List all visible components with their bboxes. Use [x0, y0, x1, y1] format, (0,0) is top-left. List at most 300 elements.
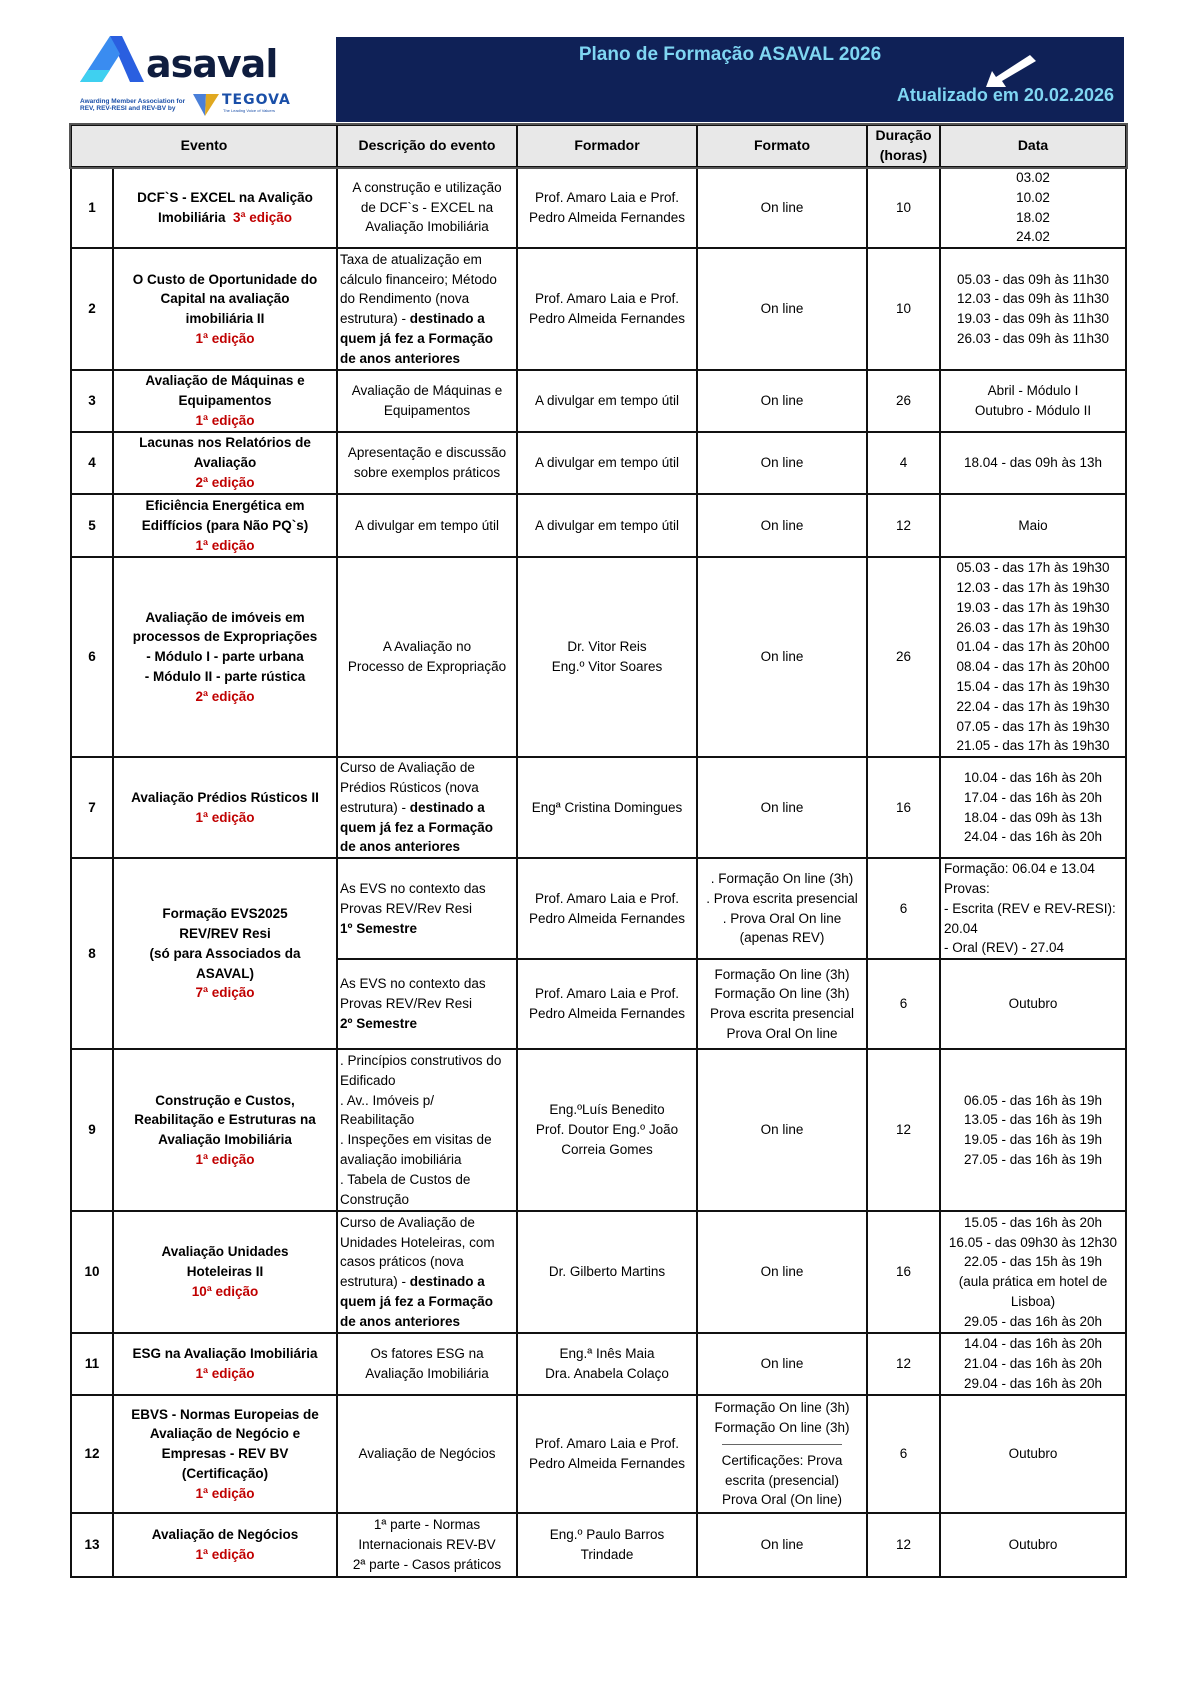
- event-number: 13: [71, 1513, 113, 1577]
- page-title: Plano de Formação ASAVAL 2026: [578, 44, 882, 65]
- event-title-line: Lacunas nos Relatórios de: [139, 435, 311, 451]
- format-line: Formação On line (3h): [714, 966, 850, 982]
- dates: [940, 1513, 1126, 1577]
- trainer: [517, 248, 697, 370]
- edition-label: 1ª edição: [195, 1485, 255, 1501]
- edition-label: 10ª edição: [191, 1284, 259, 1300]
- format: [697, 1333, 867, 1395]
- trainer: [517, 557, 697, 757]
- trainer-line: Pedro Almeida Fernandes: [528, 209, 686, 225]
- event-title-line: Avaliação: [193, 455, 257, 471]
- duration-hours: 12: [867, 1049, 940, 1211]
- trainer-line: Eng.ºLuís Benedito: [549, 1102, 665, 1118]
- description-line: . Princípios construtivos do: [340, 1052, 502, 1068]
- event-description: [337, 167, 517, 248]
- trainer: [517, 959, 697, 1049]
- event-title: [113, 432, 337, 494]
- description-highlight: de anos anteriores: [340, 1313, 461, 1329]
- event-title-line: - Módulo I - parte urbana: [146, 649, 304, 665]
- description-highlight: quem já fez a Formação: [340, 1293, 494, 1309]
- trainer-line: Prof. Amaro Laia e Prof.: [534, 291, 680, 307]
- table-row: [71, 858, 1126, 959]
- event-description: [337, 1211, 517, 1333]
- dates: [940, 959, 1126, 1049]
- description-line: Provas REV/Rev Resi: [340, 900, 473, 916]
- col-header-data: Data: [940, 125, 1126, 167]
- event-number: 12: [71, 1395, 113, 1513]
- description-line: Avaliação de Negócios: [358, 1446, 496, 1462]
- event-title: [113, 1333, 337, 1395]
- event-title-line: EBVS - Normas Europeias de: [131, 1406, 319, 1422]
- duration-hours: 26: [867, 557, 940, 757]
- dates: [940, 1049, 1126, 1211]
- duration-hours: 12: [867, 494, 940, 557]
- event-description: [337, 248, 517, 370]
- date-line: 07.05 - das 17h às 19h30: [956, 718, 1110, 734]
- date-line: 15.04 - das 17h às 19h30: [956, 678, 1110, 694]
- tegova-tagline: The Leading Voice of Valuers: [223, 108, 275, 113]
- edition-label: 1ª edição: [195, 1547, 255, 1563]
- description-line: As EVS no contexto das: [340, 976, 486, 992]
- trainer-line: A divulgar em tempo útil: [534, 517, 680, 533]
- format-line: On line: [760, 199, 804, 215]
- date-line: Lisboa): [1010, 1293, 1056, 1309]
- trainer: [517, 757, 697, 858]
- description-line: Os fatores ESG na: [370, 1346, 484, 1362]
- format-line: . Formação On line (3h): [710, 871, 854, 887]
- format: [697, 432, 867, 494]
- description-line: A construção e utilização: [352, 179, 502, 195]
- event-title-line: Empresas - REV BV: [161, 1446, 289, 1462]
- event-title: [113, 370, 337, 432]
- trainer: [517, 1513, 697, 1577]
- date-line: 24.02: [1016, 229, 1050, 245]
- trainer-line: Pedro Almeida Fernandes: [528, 311, 686, 327]
- description-line: . Inspeções em visitas de: [340, 1132, 492, 1148]
- event-description: [337, 494, 517, 557]
- table-row: [71, 494, 1126, 557]
- event-description: [337, 858, 517, 959]
- date-line: 22.04 - das 17h às 19h30: [956, 698, 1110, 714]
- format-line: Formação On line (3h): [714, 1400, 850, 1416]
- table-row: [71, 1049, 1126, 1211]
- trainer-line: Trindade: [580, 1547, 634, 1563]
- format-line: Prova Oral (On line): [721, 1492, 843, 1508]
- event-title-line: Reabilitação e Estruturas na: [134, 1112, 316, 1128]
- trainer: [517, 1211, 697, 1333]
- event-title-line: Ediffícios (para Não PQ`s): [141, 517, 309, 533]
- date-line: 18.04 - das 09h às 13h: [963, 809, 1103, 825]
- date-line: 06.05 - das 16h às 19h: [963, 1092, 1103, 1108]
- event-title-line: Avaliação de imóveis em: [145, 609, 305, 625]
- col-header-duracao-line1: Duração: [875, 127, 932, 144]
- date-line: Outubro: [1008, 996, 1058, 1012]
- edition-label: 1ª edição: [195, 1151, 255, 1167]
- col-header-descricao: Descrição do evento: [337, 125, 517, 167]
- event-title-line: - Módulo II - parte rústica: [144, 669, 306, 685]
- logo-wordmark: asaval: [146, 42, 278, 86]
- date-line: 19.03 - das 17h às 19h30: [956, 599, 1110, 615]
- description-line: As EVS no contexto das: [340, 880, 486, 896]
- trainer: [517, 167, 697, 248]
- event-title-line: Avaliação Prédios Rústicos II: [131, 789, 319, 805]
- date-line: 05.03 - das 17h às 19h30: [956, 560, 1110, 576]
- table-row: [71, 1211, 1126, 1333]
- event-number: 11: [71, 1333, 113, 1395]
- description-line: 1ª parte - Normas: [373, 1517, 481, 1533]
- semester-label: 1º Semestre: [340, 920, 417, 936]
- date-line: 21.05 - das 17h às 19h30: [956, 738, 1110, 754]
- date-line: - Oral (REV) - 27.04: [944, 940, 1065, 956]
- trainer-line: Eng.º Paulo Barros: [549, 1527, 665, 1543]
- dates: [940, 432, 1126, 494]
- duration-hours: 10: [867, 248, 940, 370]
- edition-label: 7ª edição: [195, 985, 255, 1001]
- date-line: 22.05 - das 15h às 19h: [963, 1254, 1103, 1270]
- duration-hours: 12: [867, 1513, 940, 1577]
- trainer-line: A divulgar em tempo útil: [534, 455, 680, 471]
- format-line: Formação On line (3h): [714, 1419, 850, 1435]
- event-title-line: O Custo de Oportunidade do: [132, 271, 318, 287]
- event-title-text: DCF`S - EXCEL na Avalição Imobiliária: [137, 189, 313, 225]
- date-line: 24.04 - das 16h às 20h: [963, 829, 1103, 845]
- dates: [940, 1211, 1126, 1333]
- description-line: Unidades Hoteleiras, com: [340, 1234, 495, 1250]
- table-row: [71, 1333, 1126, 1395]
- training-plan-table: [70, 124, 1127, 1578]
- event-title: [113, 858, 337, 1049]
- date-line: 14.04 - das 16h às 20h: [963, 1336, 1103, 1352]
- date-line: 05.03 - das 09h às 11h30: [956, 271, 1110, 287]
- edition-label: 1ª edição: [195, 330, 255, 346]
- event-number: 10: [71, 1211, 113, 1333]
- description-line: Processo de Expropriação: [347, 659, 507, 675]
- table-row: [71, 370, 1126, 432]
- format: [697, 1395, 867, 1513]
- date-line: 12.03 - das 17h às 19h30: [956, 579, 1110, 595]
- event-title-line: Hoteleiras II: [186, 1264, 264, 1280]
- description-line: Provas REV/Rev Resi: [340, 996, 473, 1012]
- description-line: Avaliação de Máquinas e: [351, 383, 503, 399]
- trainer-line: Pedro Almeida Fernandes: [528, 910, 686, 926]
- date-line: Formação: 06.04 e 13.04: [944, 861, 1095, 877]
- edition-label: 2ª edição: [195, 688, 255, 704]
- duration-hours: 6: [867, 858, 940, 959]
- event-description: [337, 959, 517, 1049]
- edition-label: 1ª edição: [195, 537, 255, 553]
- event-description: [337, 432, 517, 494]
- event-number: 3: [71, 370, 113, 432]
- description-line: Curso de Avaliação de: [340, 1214, 475, 1230]
- event-title-line: REV/REV Resi: [179, 925, 271, 941]
- description-line: Taxa de atualização em: [340, 251, 482, 267]
- table-row: [71, 1395, 1126, 1513]
- format-line: On line: [760, 1356, 804, 1372]
- date-line: 26.03 - das 17h às 19h30: [956, 619, 1110, 635]
- event-title-line: Capital na avaliação: [160, 291, 290, 307]
- duration-hours: 6: [867, 1395, 940, 1513]
- date-line: 10.02: [1016, 189, 1050, 205]
- description-line: Internacionais REV-BV: [358, 1537, 496, 1553]
- description-line: sobre exemplos práticos: [353, 465, 501, 481]
- trainer: [517, 1049, 697, 1211]
- date-line: Outubro: [1008, 1537, 1058, 1553]
- duration-hours: 12: [867, 1333, 940, 1395]
- duration-hours: 16: [867, 757, 940, 858]
- trainer: [517, 1395, 697, 1513]
- duration-hours: 26: [867, 370, 940, 432]
- date-line: 16.05 - das 09h30 às 12h30: [948, 1234, 1118, 1250]
- duration-hours: 16: [867, 1211, 940, 1333]
- event-title-line: (só para Associados da: [149, 945, 301, 961]
- event-description: [337, 757, 517, 858]
- trainer: [517, 432, 697, 494]
- format-line: Prova Oral On line: [726, 1025, 838, 1041]
- dates: [940, 557, 1126, 757]
- event-title-line: processos de Expropriações: [132, 629, 318, 645]
- event-title-line: imobiliária II: [185, 311, 265, 327]
- event-title: [113, 1211, 337, 1333]
- col-header-duracao-line2: (horas): [879, 147, 928, 163]
- trainer-line: Prof. Amaro Laia e Prof.: [534, 890, 680, 906]
- format-line: On line: [760, 799, 804, 815]
- event-title-line: Avaliação Unidades: [161, 1244, 289, 1260]
- description-line: estrutura) -: [340, 311, 410, 327]
- trainer: [517, 1333, 697, 1395]
- edition-label: 1ª edição: [195, 1366, 255, 1382]
- trainer-line: Eng.ª Inês Maia: [559, 1346, 655, 1362]
- semester-label: 2º Semestre: [340, 1016, 417, 1032]
- dates: [940, 248, 1126, 370]
- event-description: [337, 1333, 517, 1395]
- format-line: On line: [760, 1264, 804, 1280]
- separator-line: [722, 1444, 842, 1445]
- date-line: 18.02: [1016, 209, 1050, 225]
- event-description: [337, 1513, 517, 1577]
- format-line: escrita (presencial): [724, 1472, 840, 1488]
- trainer-line: Pedro Almeida Fernandes: [528, 1456, 686, 1472]
- description-line: casos práticos (nova: [340, 1254, 464, 1270]
- trainer-line: Eng.º Vitor Soares: [551, 659, 663, 675]
- description-line: estrutura) -: [340, 799, 410, 815]
- event-title-line: Eficiência Energética em: [145, 497, 305, 513]
- tegova-wordmark: TEGOVA: [222, 92, 291, 108]
- date-line: - Escrita (REV e REV-RESI):: [944, 900, 1116, 916]
- dates: [940, 494, 1126, 557]
- format: [697, 494, 867, 557]
- format-line: On line: [760, 517, 804, 533]
- date-line: 15.05 - das 16h às 20h: [963, 1214, 1103, 1230]
- trainer-line: Prof. Amaro Laia e Prof.: [534, 986, 680, 1002]
- col-header-duracao: [867, 125, 940, 167]
- trainer: [517, 858, 697, 959]
- event-number: 8: [71, 858, 113, 1049]
- format: [697, 1513, 867, 1577]
- description-line: avaliação imobiliária: [340, 1151, 462, 1167]
- description-highlight: destinado a: [409, 311, 485, 327]
- date-line: 19.05 - das 16h às 19h: [963, 1132, 1103, 1148]
- event-description: [337, 370, 517, 432]
- edition-label: 2ª edição: [195, 475, 255, 491]
- table-row: [71, 757, 1126, 858]
- format-line: On line: [760, 393, 804, 409]
- event-number: 5: [71, 494, 113, 557]
- dates: [940, 370, 1126, 432]
- format-line: On line: [760, 649, 804, 665]
- format: [697, 959, 867, 1049]
- event-number: 9: [71, 1049, 113, 1211]
- trainer: [517, 494, 697, 557]
- format: [697, 1049, 867, 1211]
- trainer-line: Correia Gomes: [561, 1142, 653, 1158]
- description-line: Reabilitação: [340, 1112, 415, 1128]
- format-line: Prova escrita presencial: [709, 1006, 855, 1022]
- event-title-line: Avaliação Imobiliária: [158, 1132, 292, 1148]
- event-title-line: (Certificação): [181, 1466, 269, 1482]
- trainer-line: Pedro Almeida Fernandes: [528, 1006, 686, 1022]
- description-line: 2ª parte - Casos práticos: [352, 1557, 502, 1573]
- logo-subtitle: Awarding Member Association for REV, REV-RESI and REV-BV by: [80, 98, 186, 112]
- dates: [940, 858, 1126, 959]
- event-title: [113, 494, 337, 557]
- col-header-formato: Formato: [697, 125, 867, 167]
- format-line: . Prova escrita presencial: [706, 890, 858, 906]
- format-line: . Prova Oral On line: [722, 910, 842, 926]
- event-title: [113, 1395, 337, 1513]
- table-header-row: [71, 125, 1126, 167]
- event-description: [337, 557, 517, 757]
- trainer-line: Dr. Gilberto Martins: [548, 1264, 666, 1280]
- event-title-line: ASAVAL): [196, 965, 254, 981]
- event-description: [337, 1395, 517, 1513]
- event-title: [113, 1513, 337, 1577]
- table-row: [71, 167, 1126, 248]
- date-line: 26.03 - das 09h às 11h30: [956, 330, 1110, 346]
- format-line: Formação On line (3h): [714, 986, 850, 1002]
- date-line: 17.04 - das 16h às 20h: [963, 789, 1103, 805]
- description-line: do Rendimento (nova: [340, 291, 470, 307]
- format: [697, 557, 867, 757]
- col-header-formador: Formador: [517, 125, 697, 167]
- date-line: 18.04 - das 09h às 13h: [963, 455, 1103, 471]
- trainer-line: Prof. Amaro Laia e Prof.: [534, 1436, 680, 1452]
- description-highlight: destinado a: [409, 799, 485, 815]
- date-line: 27.05 - das 16h às 19h: [963, 1151, 1103, 1167]
- date-line: 01.04 - das 17h às 20h00: [956, 639, 1110, 655]
- description-line: Equipamentos: [383, 403, 471, 419]
- event-title-line: Avaliação de Negócios: [151, 1527, 299, 1543]
- description-highlight: de anos anteriores: [340, 839, 461, 855]
- description-line: cálculo financeiro; Método: [340, 271, 497, 287]
- description-line: . Av.. Imóveis p/: [340, 1092, 435, 1108]
- event-description: [337, 1049, 517, 1211]
- trainer-line: Prof. Doutor Eng.º João: [535, 1122, 679, 1138]
- edition-label: 1ª edição: [195, 809, 255, 825]
- format-line: On line: [760, 1122, 804, 1138]
- tegova-logo-icon: [193, 94, 219, 116]
- event-number: 2: [71, 248, 113, 370]
- description-line: de DCF`s - EXCEL na: [360, 199, 494, 215]
- trainer-line: A divulgar em tempo útil: [534, 393, 680, 409]
- table-row: [71, 1513, 1126, 1577]
- event-title-line: Formação EVS2025: [162, 906, 288, 922]
- event-title: [113, 557, 337, 757]
- updated-date: Atualizado em 20.02.2026: [896, 85, 1114, 105]
- trainer: [517, 370, 697, 432]
- date-line: 29.04 - das 16h às 20h: [963, 1376, 1103, 1392]
- event-title: [113, 248, 337, 370]
- description-line: A Avaliação no: [382, 639, 472, 655]
- duration-hours: 4: [867, 432, 940, 494]
- date-line: Provas:: [944, 880, 990, 896]
- description-highlight: quem já fez a Formação: [340, 819, 494, 835]
- event-number: 6: [71, 557, 113, 757]
- dates: [940, 167, 1126, 248]
- description-line: estrutura) -: [340, 1274, 410, 1290]
- date-line: Maio: [1018, 517, 1048, 533]
- event-title-line: Construção e Custos,: [155, 1092, 295, 1108]
- description-line: Apresentação e discussão: [347, 445, 507, 461]
- arrow-down-left-icon: [986, 55, 1036, 89]
- event-number: 4: [71, 432, 113, 494]
- description-line: Avaliação Imobiliária: [365, 1366, 489, 1382]
- format: [697, 858, 867, 959]
- date-line: 21.04 - das 16h às 20h: [963, 1356, 1103, 1372]
- format: [697, 370, 867, 432]
- trainer-line: Dr. Vitor Reis: [567, 639, 647, 655]
- table-row: [71, 557, 1126, 757]
- format: [697, 757, 867, 858]
- date-line: (aula prática em hotel de: [958, 1274, 1108, 1290]
- format: [697, 248, 867, 370]
- description-highlight: quem já fez a Formação: [340, 330, 494, 346]
- description-line: Construção: [340, 1191, 410, 1207]
- format-line: On line: [760, 1537, 804, 1553]
- description-line: . Tabela de Custos de: [340, 1171, 471, 1187]
- asaval-a-logo-icon: [80, 36, 144, 86]
- edition-label: 3ª edição: [233, 209, 293, 225]
- date-line: 19.03 - das 09h às 11h30: [956, 311, 1110, 327]
- dates: [940, 1395, 1126, 1513]
- date-line: 20.04: [944, 920, 978, 936]
- date-line: 13.05 - das 16h às 19h: [963, 1112, 1103, 1128]
- date-line: Abril - Módulo I: [987, 383, 1079, 399]
- duration-hours: 10: [867, 167, 940, 248]
- table-row: [71, 432, 1126, 494]
- asaval-logo: [80, 36, 310, 116]
- event-number: 7: [71, 757, 113, 858]
- edition-label: 1ª edição: [195, 413, 255, 429]
- event-title-line: Avaliação de Negócio e: [149, 1426, 301, 1442]
- event-title: [113, 1049, 337, 1211]
- date-line: 10.04 - das 16h às 20h: [963, 770, 1103, 786]
- dates: [940, 757, 1126, 858]
- table-row: [71, 248, 1126, 370]
- date-line: Outubro: [1008, 1446, 1058, 1462]
- format: [697, 1211, 867, 1333]
- event-title: [113, 757, 337, 858]
- description-highlight: destinado a: [409, 1274, 485, 1290]
- date-line: 03.02: [1016, 170, 1050, 185]
- event-title-line: Avaliação de Máquinas e: [145, 373, 305, 389]
- col-header-evento: Evento: [71, 125, 337, 167]
- date-line: Outubro - Módulo II: [974, 403, 1092, 419]
- event-title-line: Equipamentos: [178, 393, 272, 409]
- duration-hours: 6: [867, 959, 940, 1049]
- dates: [940, 1333, 1126, 1395]
- date-line: 08.04 - das 17h às 20h00: [956, 659, 1110, 675]
- description-line: Avaliação Imobiliária: [365, 219, 489, 235]
